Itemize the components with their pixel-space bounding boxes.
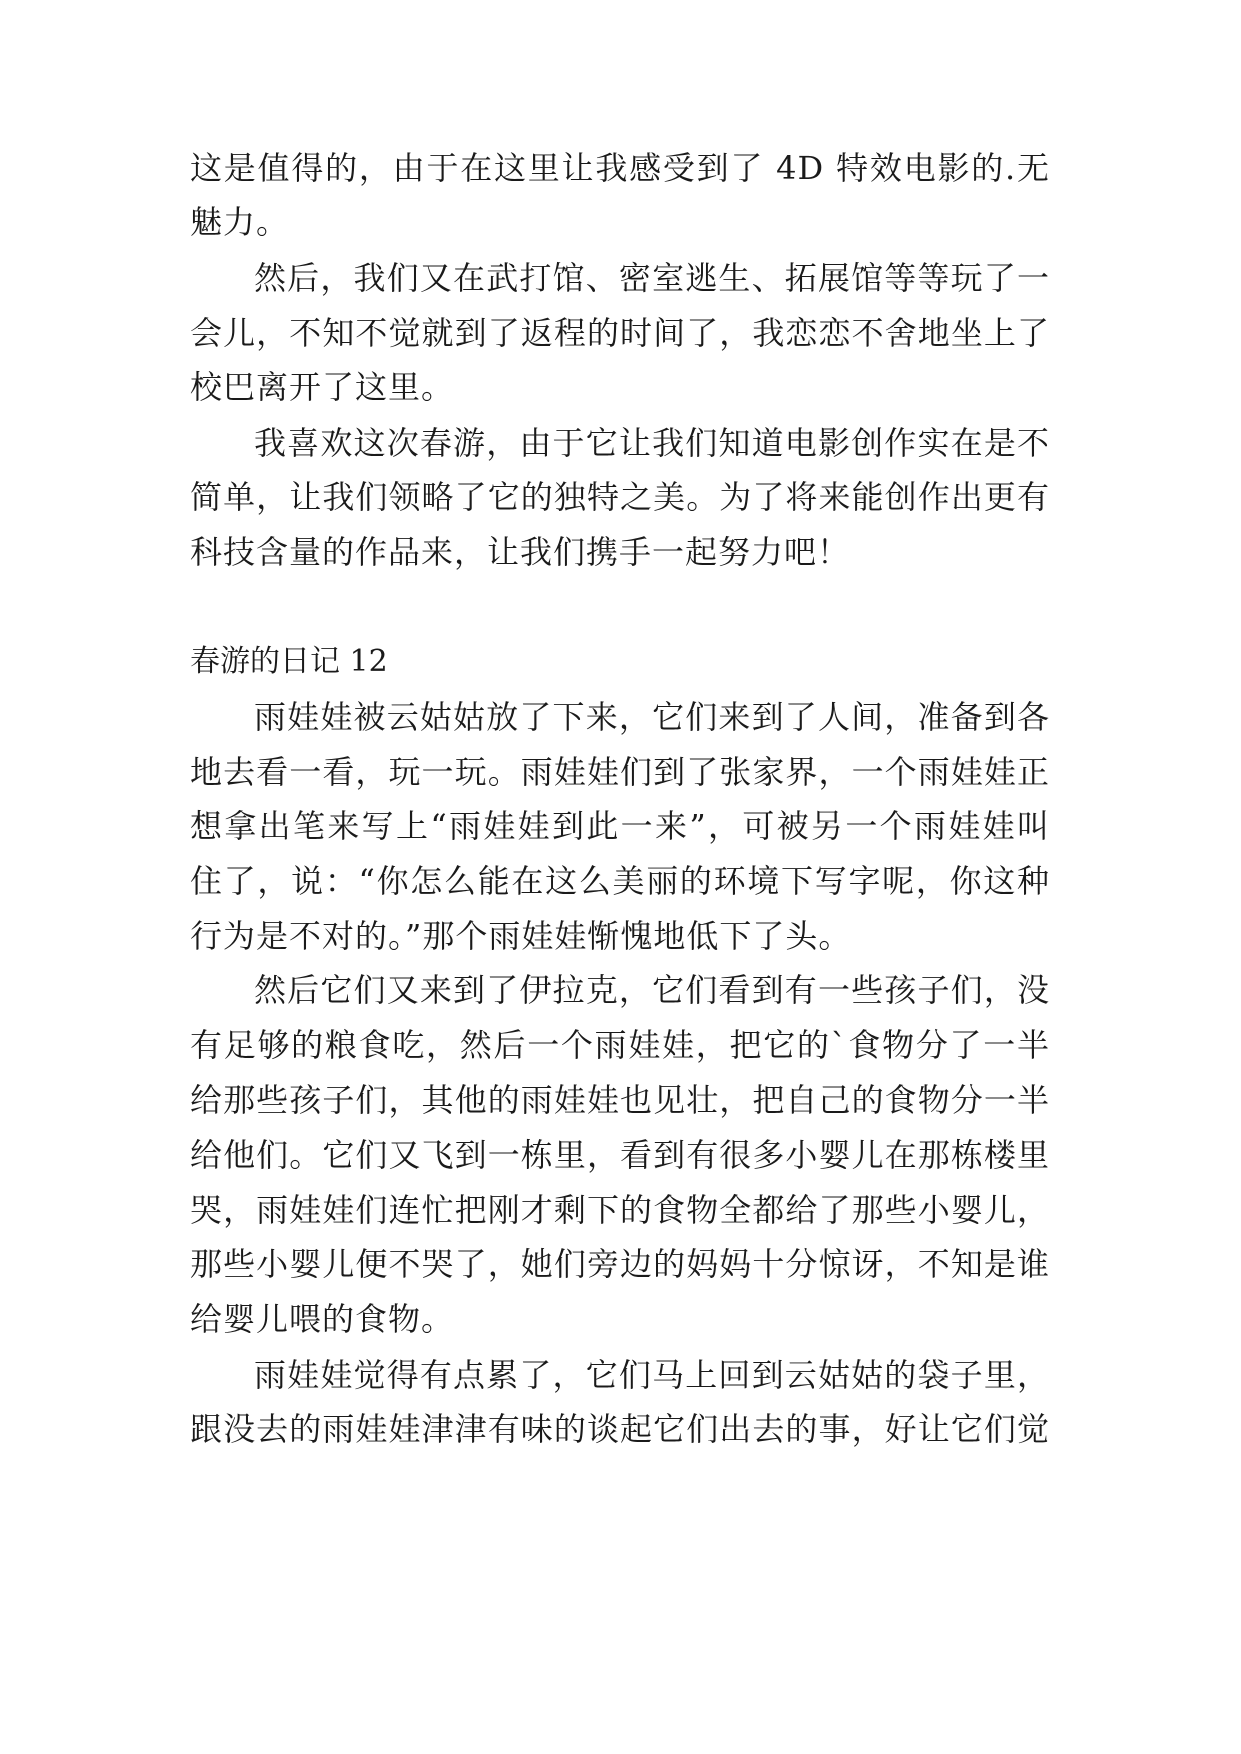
paragraph-line: 然后它们又来到了伊拉克，它们看到有一些孩子们，没: [254, 971, 1050, 1009]
paragraph-line: 科技含量的作品来，让我们携手一起努力吧！: [190, 533, 851, 571]
paragraph-line: 雨娃娃觉得有点累了，它们马上回到云姑姑的袋子里，: [254, 1356, 1050, 1394]
paragraph-line: 给那些孩子们，其他的雨娃娃也见壮，把自己的食物分一半: [190, 1081, 1050, 1119]
paragraph-line: 住了，说：“你怎么能在这么美丽的环境下写字呢，你这种: [190, 862, 1050, 900]
diary-heading: 春游的日记 12: [190, 644, 388, 679]
paragraph-line: 跟没去的雨娃娃津津有味的谈起它们出去的事，好让它们觉: [190, 1410, 1050, 1448]
paragraph-line: 我喜欢这次春游，由于它让我们知道电影创作实在是不: [254, 424, 1050, 462]
paragraph-line: 哭，雨娃娃们连忙把刚才剩下的食物全都给了那些小婴儿，: [190, 1191, 1050, 1229]
paragraph-line: 雨娃娃被云姑姑放了下来，它们来到了人间，准备到各: [254, 698, 1050, 736]
paragraph-line: 简单，让我们领略了它的独特之美。为了将来能创作出更有: [190, 478, 1050, 516]
paragraph-line: 给他们。它们又飞到一栋里，看到有很多小婴儿在那栋楼里: [190, 1136, 1050, 1174]
paragraph-line: 想拿出笔来写上“雨娃娃到此一来”，可被另一个雨娃娃叫: [190, 807, 1050, 845]
paragraph-line: 地去看一看，玩一玩。雨娃娃们到了张家界，一个雨娃娃正: [190, 753, 1050, 791]
paragraph-line: 行为是不对的。”那个雨娃娃惭愧地低下了头。: [190, 917, 852, 955]
paragraph-line: 校巴离开了这里。: [190, 368, 455, 406]
paragraph-line: 那些小婴儿便不哭了，她们旁边的妈妈十分惊讶，不知是谁: [190, 1245, 1050, 1283]
paragraph-line: 魅力。: [190, 203, 290, 241]
paragraph-line: 会儿，不知不觉就到了返程的时间了，我恋恋不舍地坐上了: [190, 314, 1050, 352]
paragraph-line: 这是值得的，由于在这里让我感受到了 4D 特效电影的.无: [190, 149, 1050, 187]
paragraph-line: 有足够的粮食吃，然后一个雨娃娃，把它的`食物分了一半: [190, 1026, 1050, 1064]
paragraph-line: 然后，我们又在武打馆、密室逃生、拓展馆等等玩了一: [254, 259, 1050, 297]
paragraph-line: 给婴儿喂的食物。: [190, 1300, 455, 1338]
